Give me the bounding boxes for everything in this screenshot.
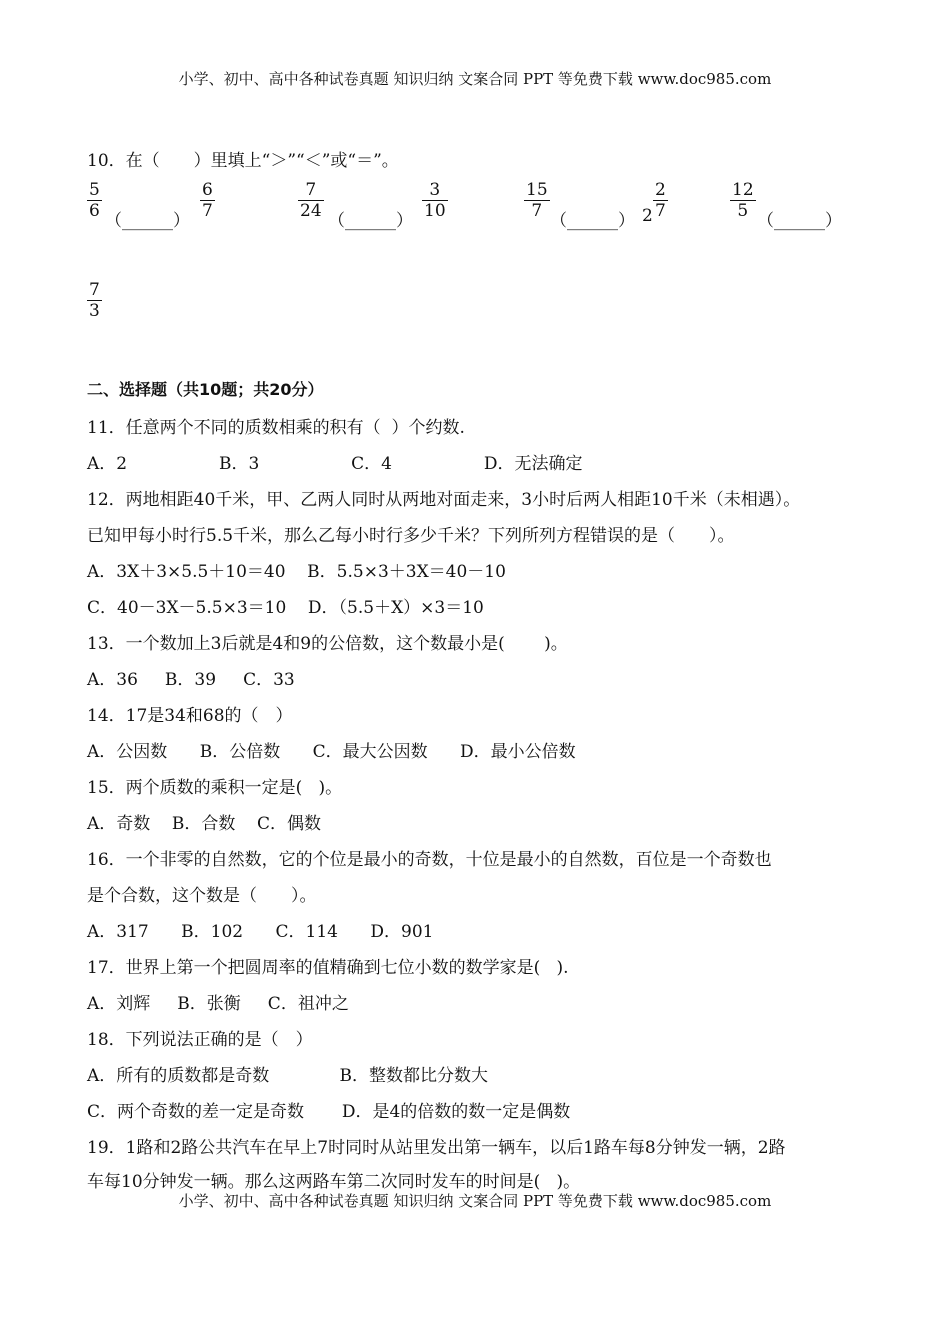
question-12-options-ab: A．3X＋3×5.5＋10＝40 B．5.5×3＋3X＝40－10 [87,562,506,582]
question-14-options: A．公因数 B．公倍数 C．最大公因数 D．最小公倍数 [87,742,576,762]
question-19-line-1: 19．1路和2路公共汽车在早上7时同时从站里发出第一辆车，以后1路车每8分钟发一辆，2路 [87,1138,786,1158]
fraction-5-6: 5 6 [89,180,100,221]
question-18-options-cd: C．两个奇数的差一定是奇数 D．是4的倍数的数一定是偶数 [87,1102,571,1122]
page-footer: 小学、初中、高中各种试卷真题 知识归纳 文案合同 PPT 等免费下载 www.doc985.com [178,1192,772,1210]
question-12-line-1: 12．两地相距40千米，甲、乙两人同时从两地对面走来，3小时后两人相距10千米（未相遇）。 [87,490,801,510]
question-16-options: A．317 B．102 C．114 D．901 [87,922,434,942]
question-18-options-ab: A．所有的质数都是奇数 B．整数都比分数大 [87,1066,489,1086]
question-14: 14．17是34和68的（ ） [87,706,293,726]
fraction-6-7: 6 7 [202,180,213,221]
fraction-7-3: 7 3 [89,280,100,321]
question-11: 11．任意两个不同的质数相乘的积有（ ）个约数. [87,418,465,438]
question-18: 18．下列说法正确的是（ ） [87,1030,313,1050]
fraction-15-7: 15 7 [526,180,548,221]
mixed-number-whole: 2 [642,206,653,226]
section-2-title: 二、选择题（共10题；共20分） [87,380,324,399]
question-16-line-2: 是个合数，这个数是（ ）。 [87,886,317,906]
question-17-options: A．刘辉 B．张衡 C．祖冲之 [87,994,349,1014]
question-19-line-2: 车每10分钟发一辆。那么这两路车第二次同时发车的时间是( )。 [87,1172,581,1192]
question-17: 17．世界上第一个把圆周率的值精确到七位小数的数学家是( ). [87,958,569,978]
question-12-options-cd: C．40－3X－5.5×3＝10 D．（5.5＋X）×3＝10 [87,598,484,618]
fraction-2-7: 2 7 [655,180,666,221]
question-15: 15．两个质数的乘积一定是( )。 [87,778,343,798]
answer-blank-2[interactable]: （______） [328,211,413,231]
question-15-options: A．奇数 B．合数 C．偶数 [87,814,322,834]
question-13-options: A．36 B．39 C．33 [87,670,295,690]
question-16-line-1: 16．一个非零的自然数，它的个位是最小的奇数，十位是最小的自然数，百位是一个奇数也 [87,850,772,870]
fraction-7-24: 7 24 [300,180,322,221]
question-12-line-2: 已知甲每小时行5.5千米，那么乙每小时行多少千米？下列所列方程错误的是（ ）。 [87,526,735,546]
question-13: 13．一个数加上3后就是4和9的公倍数，这个数最小是( )。 [87,634,568,654]
fraction-12-5: 12 5 [732,180,754,221]
page-header: 小学、初中、高中各种试卷真题 知识归纳 文案合同 PPT 等免费下载 www.doc985.com [178,70,772,88]
answer-blank-1[interactable]: （______） [105,211,190,231]
answer-blank-4[interactable]: （______） [757,211,842,231]
question-10-prompt: 10．在（ ）里填上“＞”“＜”或“＝”。 [87,151,399,171]
question-11-options: A．2 B．3 C．4 D．无法确定 [87,454,583,474]
answer-blank-3[interactable]: （______） [550,211,635,231]
fraction-3-10: 3 10 [424,180,446,221]
